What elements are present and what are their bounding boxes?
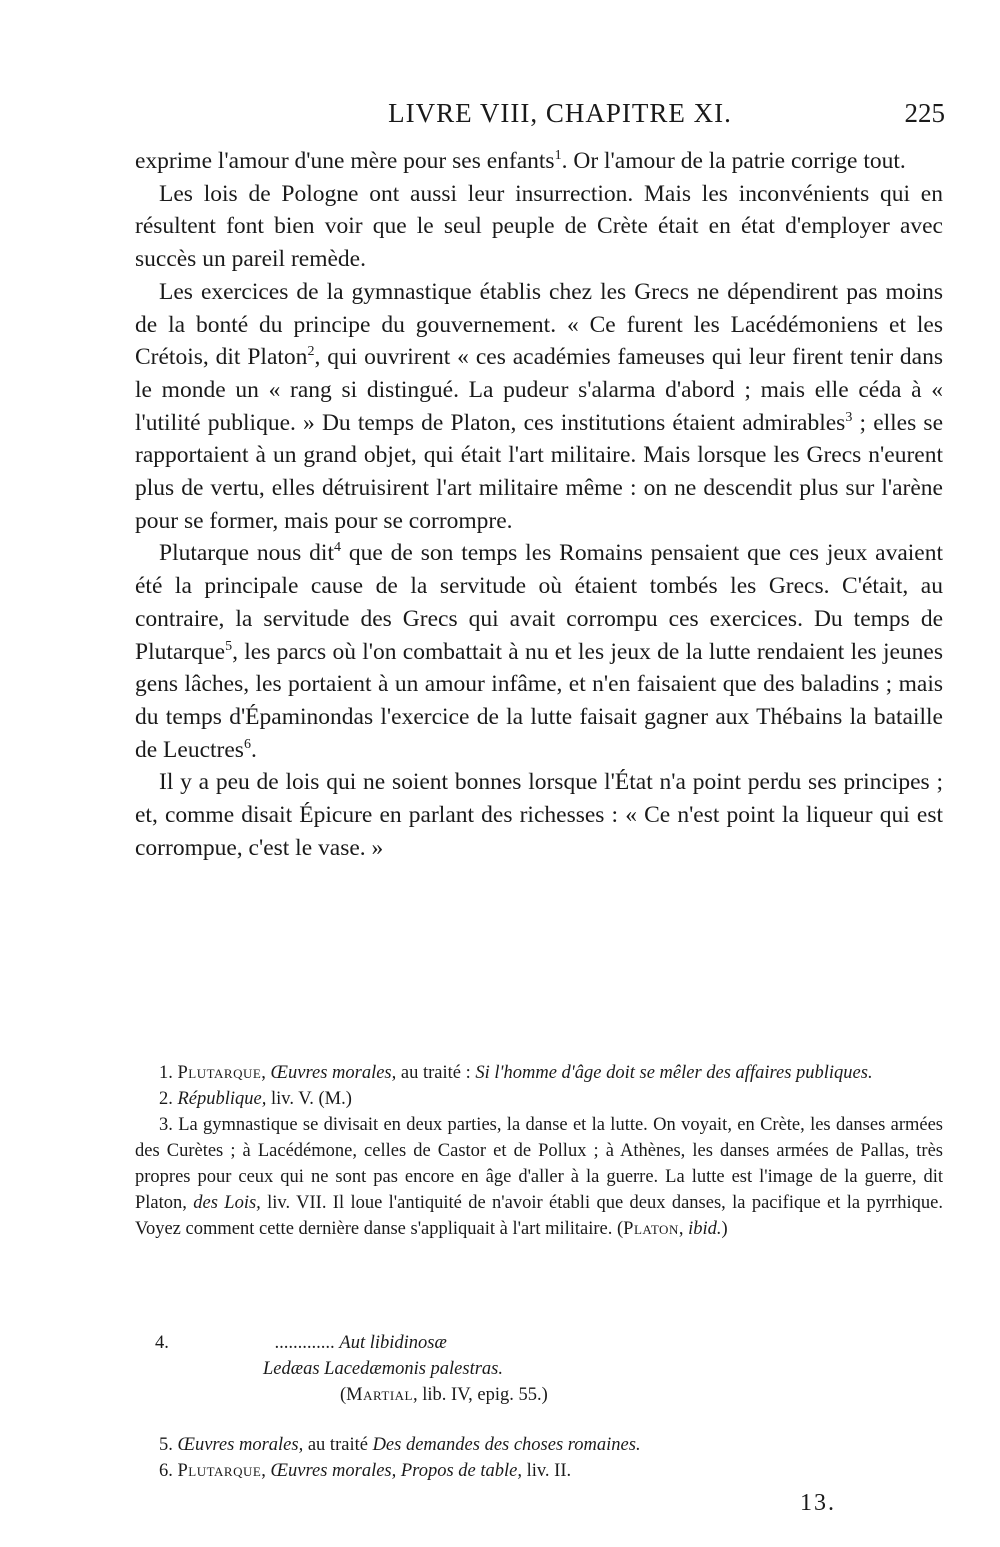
footnote-3-text-a: La gymnastique se divisait en deux parties, la danse et la lutte. On voyait, en Crète, les danses armées des Curètes ; à Lacédémone, celles de Castor et de Pollux ; à Athènes, les danses armées de Pallas, très propres pour ceux qui ne sont pas encore en âge d'aller à la guerre. La lutte est l'image de la guerre, dit Platon, (135, 1115, 943, 1213)
footnote-ref-4[interactable]: 4 (334, 540, 341, 556)
main-text (135, 145, 943, 864)
p4-text-c: , les parcs où l'on combattait à nu et les jeux de la lutte rendaient les jeunes gens lâches, les portaient à un amour infâme, et n'en faisaient que des baladins ; mais du temps d'Épaminondas l'exercice de la lutte faisait gagner aux Thébains la bataille de Leuctres (135, 638, 943, 763)
footnote-3-author: Platon (623, 1219, 679, 1239)
paragraph-2: Les lois de Pologne ont aussi leur insurrection. Mais les inconvénients qui en résultent font bien voir que le seul peuple de Crète était en état d'employer avec succès un pareil remède. (135, 180, 943, 273)
footnote-1: 1. Plutarque, Œuvres morales, au traité : Si l'homme d'âge doit se mêler des affaires publiques. (159, 1063, 873, 1083)
footnotes (135, 1060, 943, 1242)
footnote-5-num: 5. (159, 1435, 173, 1455)
footnote-1-mid: au traité : (396, 1063, 476, 1083)
p4-text-a: Plutarque nous dit (159, 540, 334, 567)
footnote-2-num: 2. (159, 1089, 173, 1109)
paragraph-1 (135, 145, 943, 178)
p4-text-d: . (250, 736, 257, 763)
footnote-5 (135, 1432, 943, 1458)
footnote-6-rest: liv. II. (521, 1461, 572, 1481)
page-number: 225 (904, 98, 945, 128)
paragraph-4 (135, 537, 943, 766)
footnote-4-citation (340, 1382, 548, 1408)
footnote-2 (135, 1086, 943, 1112)
footnote-4-citation-open: ( (340, 1385, 347, 1405)
footnote-2-work: République, (177, 1089, 267, 1109)
gathering-signature: 13. (800, 1490, 836, 1516)
running-header (135, 98, 945, 138)
footnote-ref-2[interactable]: 2 (307, 344, 315, 360)
paragraph-5: Il y a peu de lois qui ne soient bonnes lorsque l'État n'a point perdu ses principes ; et, comme disait Épicure en parlant des richesses : « Ce n'est point la liqueur qui est corrompue, c'est le vase. » (135, 769, 943, 861)
footnote-5-mid: au traité (303, 1435, 373, 1455)
p3-text-a: Les exercices de la gymnastique établis chez les Grecs ne dépendirent pas moins de la bonté du principe du gouvernement. « Ce furent les Lacédémoniens et les Crétois, dit Platon (135, 278, 943, 371)
footnote-4-num: 4. (155, 1333, 169, 1353)
footnote-3-text-b: liv. VII. Il loue l'antiquité de n'avoir établi que deux danses, la pacifique et la pyrrhique. Voyez comment cette dernière danse s'appliquait à l'art militaire. ( (135, 1193, 943, 1239)
footnote-6-work: Œuvres morales, Propos de table, (270, 1461, 522, 1481)
footnote-3-close: ) (721, 1219, 728, 1239)
footnote-1-num: 1. (159, 1063, 173, 1083)
footnote-3-num: 3. (159, 1115, 173, 1135)
footnote-1-title: Si l'homme d'âge doit se mêler des affaires publiques. (475, 1063, 873, 1083)
p4-text-b: que de son temps les Romains pensaient que ces jeux avaient été la principale cause de la servitude où étaient tombés les Grecs. C'était, au contraire, la servitude des Grecs qui avait corrompu ces exercices. Du temps de Plutarque (135, 540, 943, 665)
footnote-ref-1[interactable]: 1 (554, 148, 562, 164)
footnote-ref-3[interactable]: 3 (845, 409, 853, 425)
footnote-4-citation-rest: , lib. IV, epig. 55.) (413, 1385, 548, 1405)
footnote-3-ibid: ibid. (688, 1219, 722, 1239)
footnote-5-work: Œuvres morales, (177, 1435, 304, 1455)
p3-text-b: , qui ouvrirent « ces académies fameuses qui leur firent tenir dans le monde un « rang si distingué. La pudeur s'alarma d'abord ; mais elle céda à « l'utilité publique. » Du temps de Platon, ces institutions étaient admirables (135, 344, 944, 436)
p3-text-c: ; elles se rapportaient à un grand objet, qui était l'art militaire. Mais lorsque les Grecs n'eurent plus de vertu, elles détruisirent l'art militaire même : on ne descendit plus sur l'arène pour se former, mais pour se corrompre. (135, 409, 944, 534)
footnote-6-num: 6. (159, 1461, 173, 1481)
p1-text-b: . Or l'amour de la patrie corrige tout. (561, 148, 906, 174)
footnote-1-work: Œuvres morales, (270, 1063, 397, 1083)
footnote-4-verse-line-2: Ledæas Lacedæmonis palestras. (263, 1359, 504, 1379)
footnote-2-rest: liv. V. (M.) (266, 1089, 352, 1109)
footnote-1-author: Plutarque (177, 1063, 262, 1083)
footnote-4-verse-line-1: ............. Aut libidinosæ (275, 1333, 447, 1353)
paragraph-3 (135, 276, 943, 538)
footnote-5-title: Des demandes des choses romaines. (372, 1435, 641, 1455)
p1-text-a: exprime l'amour d'une mère pour ses enfants (135, 148, 555, 174)
footnote-4-author: Martial (346, 1385, 413, 1405)
footnotes-continued (135, 1432, 943, 1484)
footnote-6: 6. Plutarque, Œuvres morales, Propos de table, liv. II. (159, 1461, 572, 1481)
chapter-title: LIVRE VIII, CHAPITRE XI. (388, 98, 732, 128)
footnote-3-work: des Lois, (193, 1193, 261, 1213)
footnote-6-author: Plutarque (177, 1461, 262, 1481)
footnote-ref-6[interactable]: 6 (243, 736, 251, 752)
footnote-3: 3. La gymnastique se divisait en deux parties, la danse et la lutte. On voyait, en Crète, les danses armées des Curètes ; à Lacédémone, celles de Castor et de Pollux ; à Athènes, les danses armées de Pallas, très propres pour ceux qui ne sont pas encore en âge d'aller à la guerre. La lutte est l'image de la guerre, dit Platon, des Lois, liv. VII. Il loue l'antiquité de n'avoir établi que deux danses, la pacifique et la pyrrhique. Voyez comment cette dernière danse s'appliquait à l'art militaire. (Platon, ibid.) (135, 1115, 943, 1239)
footnote-ref-5[interactable]: 5 (225, 638, 233, 654)
